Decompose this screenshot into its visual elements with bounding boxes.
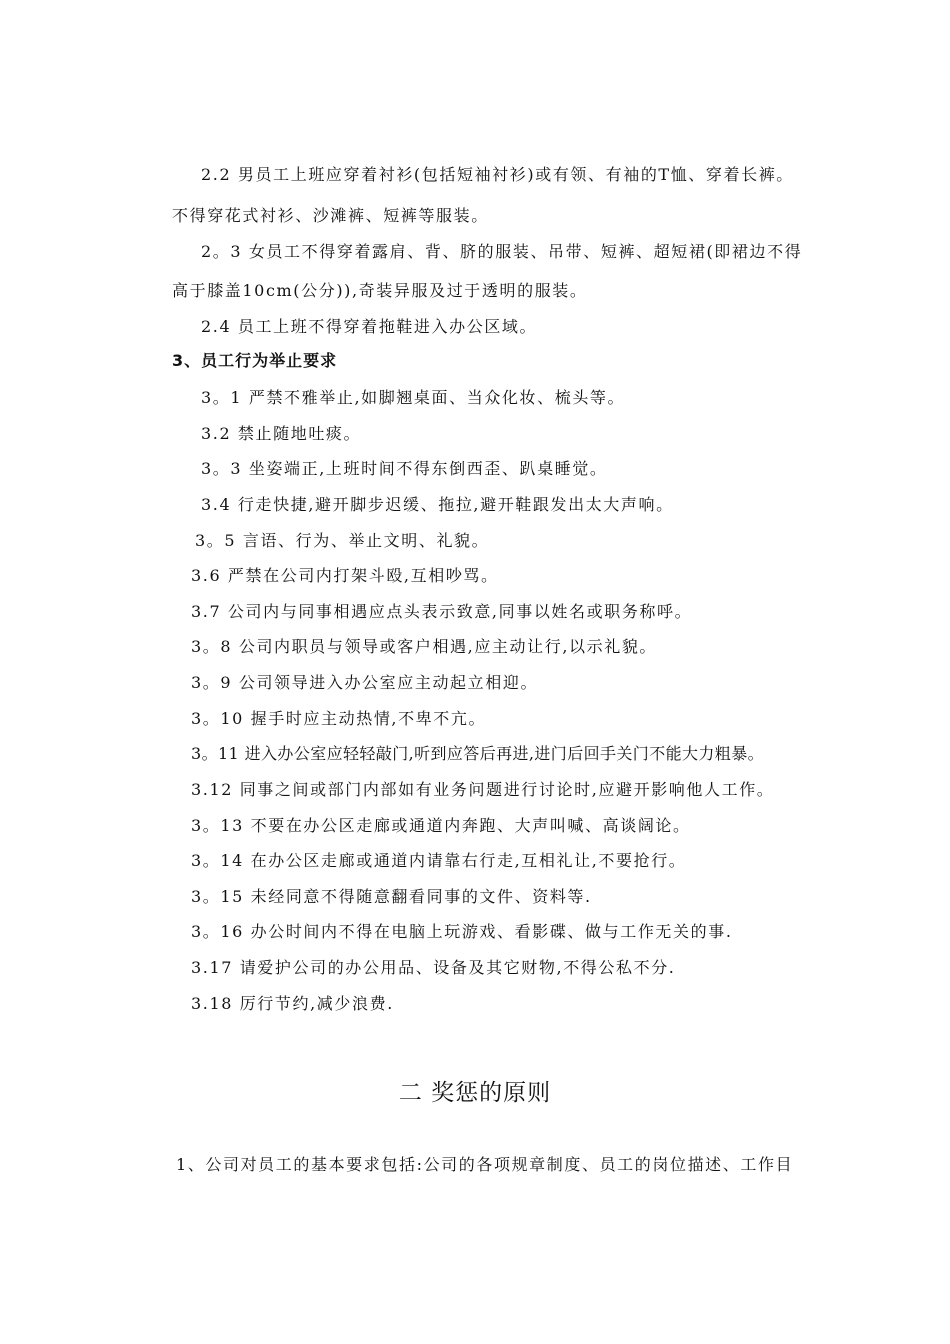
- behavior-item: 3.2 禁止随地吐痰。: [201, 424, 362, 443]
- behavior-heading: 3、员工行为举止要求: [172, 351, 338, 370]
- behavior-item: 3.12 同事之间或部门内部如有业务问题进行讨论时,应避开影响他人工作。: [191, 780, 775, 799]
- behavior-item: 3。16 办公时间内不得在电脑上玩游戏、看影碟、做与工作无关的事.: [191, 922, 733, 941]
- behavior-item: 3.7 公司内与同事相遇应点头表示致意,同事以姓名或职务称呼。: [191, 602, 693, 621]
- behavior-item: 3。11 进入办公室应轻轻敲门,听到应答后再进,进门后回手关门不能大力粗暴。: [191, 744, 764, 763]
- clause-2-2-line-1: 2.2 男员工上班应穿着衬衫(包括短袖衬衫)或有领、有袖的T恤、穿着长裤。: [201, 165, 794, 184]
- clause-2-2-line-2: 不得穿花式衬衫、沙滩裤、短裤等服装。: [172, 206, 489, 225]
- section-title: 二 奖惩的原则: [398, 1080, 552, 1106]
- behavior-item: 3.17 请爱护公司的办公用品、设备及其它财物,不得公私不分.: [191, 958, 676, 977]
- behavior-item: 3。8 公司内职员与领导或客户相遇,应主动让行,以示礼貌。: [191, 637, 658, 656]
- behavior-item: 3.4 行走快捷,避开脚步迟缓、拖拉,避开鞋跟发出太大声响。: [201, 495, 674, 514]
- behavior-item: 3。3 坐姿端正,上班时间不得东倒西歪、趴桌睡觉。: [201, 459, 608, 478]
- clause-2-4: 2.4 员工上班不得穿着拖鞋进入办公区域。: [201, 317, 538, 336]
- clause-2-3-line-2: 高于膝盖10cm(公分)),奇装异服及过于透明的服装。: [172, 281, 588, 300]
- behavior-item: 3.18 厉行节约,减少浪费.: [191, 994, 394, 1013]
- section2-paragraph-1: 1、公司对员工的基本要求包括:公司的各项规章制度、员工的岗位描述、工作目: [176, 1155, 794, 1174]
- behavior-item: 3。15 未经同意不得随意翻看同事的文件、资料等.: [191, 887, 592, 906]
- behavior-item: 3.6 严禁在公司内打架斗殴,互相吵骂。: [191, 566, 499, 585]
- clause-2-3-line-1: 2。3 女员工不得穿着露肩、背、脐的服装、吊带、短裤、超短裙(即裙边不得: [201, 242, 803, 261]
- behavior-item: 3。9 公司领导进入办公室应主动起立相迎。: [191, 673, 539, 692]
- behavior-item: 3。1 严禁不雅举止,如脚翘桌面、当众化妆、梳头等。: [201, 388, 626, 407]
- behavior-item: 3。10 握手时应主动热情,不卑不亢。: [191, 709, 487, 728]
- behavior-item: 3。13 不要在办公区走廊或通道内奔跑、大声叫喊、高谈阔论。: [191, 816, 691, 835]
- behavior-item: 3。5 言语、行为、举止文明、礼貌。: [195, 531, 490, 550]
- behavior-item: 3。14 在办公区走廊或通道内请靠右行走,互相礼让,不要抢行。: [191, 851, 687, 870]
